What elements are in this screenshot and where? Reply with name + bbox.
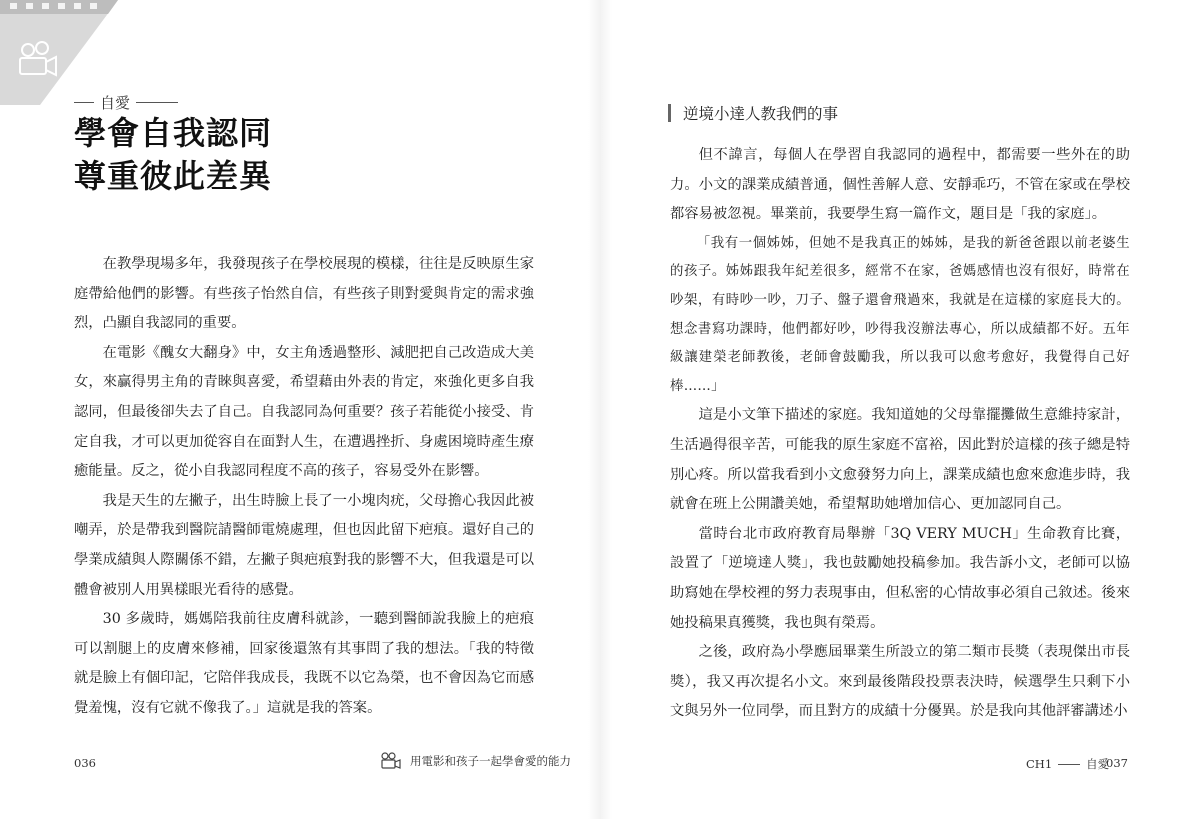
- paragraph: 在電影《醜女大翻身》中，女主角透過整形、減肥把自己改造成大美女，來贏得男主角的青睞與喜愛，希望藉由外表的肯定，來強化更多自我認同，但最後卻失去了自己。自我認同為何重要？孩子若能從小接受、肯定自我，才可以更加從容自在面對人生，在遭遇挫折、身處困境時產生療癒能量。反之，從小自我認同程度不高的孩子，容易受外在影響。: [74, 344, 534, 480]
- chapter-title-line-1: 學會自我認同: [74, 114, 273, 152]
- paragraph: 我是天生的左撇子，出生時臉上長了一小塊肉疣，父母擔心我因此被嘲弄，於是帶我到醫院請醫師電燒處理，但也因此留下疤痕。還好自己的學業成績與人際關係不錯，左撇子與疤痕對我的影響不大，但我還是可以體會被別人用異樣眼光看待的感覺。: [74, 492, 534, 598]
- film-strip-camera-icon: [0, 0, 130, 105]
- chapter-label: CH1: [1026, 757, 1053, 771]
- paragraph: 30 多歲時，媽媽陪我前往皮膚科就診，一聽到醫師說我臉上的疤痕可以割腿上的皮膚來修補，回家後還煞有其事問了我的想法。「我的特徵就是臉上有個印記，它陪伴我成長，我既不以它為榮，也不會因為它而感覺羞愧，沒有它就不像我了。」這就是我的答案。: [74, 611, 534, 716]
- page-number-left: 036: [74, 756, 96, 770]
- section-heading: [668, 102, 1138, 124]
- section-label-rule-right: [136, 102, 178, 103]
- right-body-text: [670, 141, 1130, 727]
- heading-bar: [668, 104, 671, 122]
- section-label: [74, 92, 274, 113]
- paragraph: 但不諱言，每個人在學習自我認同的過程中，都需要一些外在的助力。小文的課業成績普通，個性善解人意、安靜乖巧，不管在家或在學校都容易被忽視。畢業前，我要學生寫一篇作文，題目是「我的家庭」。: [670, 147, 1130, 223]
- section-label-rule-left: [74, 102, 94, 103]
- right-page: [600, 0, 1200, 819]
- paragraph: 當時台北市政府教育局舉辦「3Q VERY MUCH」生命教育比賽，設置了「逆境達人獎」，我也鼓勵她投稿參加。我告訴小文，老師可以協助寫她在學校裡的努力表現事由，但私密的心情故事必須自己敘述。後來她投稿果真獲獎，我也與有榮焉。: [670, 525, 1130, 631]
- paragraph: 在教學現場多年，我發現孩子在學校展現的模樣，往往是反映原生家庭帶給他們的影響。有些孩子怡然自信，有些孩子則對愛與肯定的需求強烈，凸顯自我認同的重要。: [74, 256, 534, 332]
- chapter-rule: [1058, 764, 1080, 765]
- movie-camera-icon: [380, 752, 402, 770]
- left-body-text: [74, 250, 534, 724]
- paragraph: 之後，政府為小學應屆畢業生所設立的第二類市長獎（表現傑出市長獎），我又再次提名小文。來到最後階段投票表決時，候選學生只剩下小文與另外一位同學，而且對方的成績十分優異。於是我向其他評審講述小: [670, 644, 1130, 720]
- chapter-title: [74, 112, 474, 198]
- page-number-right: 037: [1106, 756, 1128, 770]
- section-heading-text: 逆境小達人教我們的事: [683, 105, 839, 123]
- chapter-title-line-2: 尊重彼此差異: [74, 157, 273, 195]
- running-footer-chapter: [1026, 756, 1109, 772]
- student-essay-quote: 「我有一個姊姊，但她不是我真正的姊姊，是我的新爸爸跟以前老婆生的孩子。姊姊跟我年紀差很多，經常不在家，爸媽感情也沒有很好，時常在吵架，有時吵一吵，刀子、盤子還會飛過來，我就是在這樣的家庭長大的。想念書寫功課時，他們都好吵，吵得我沒辦法專心，所以成績都不好。五年級讓建榮老師教後，老師會鼓勵我，所以我可以愈考愈好，我覺得自己好棒……」: [670, 235, 1130, 394]
- chapter-name: 自愛: [1086, 757, 1110, 771]
- section-label-text: 自愛: [100, 94, 131, 112]
- paragraph: 這是小文筆下描述的家庭。我知道她的父母靠擺攤做生意維持家計，生活過得很辛苦，可能我的原生家庭不富裕，因此對於這樣的孩子總是特別心疼。所以當我看到小文愈發努力向上，課業成績也愈來愈進步時，我就會在班上公開讚美她，希望幫助她增加信心、更加認同自己。: [670, 407, 1130, 513]
- running-footer-book-title: [380, 752, 571, 770]
- book-title: 用電影和孩子一起學會愛的能力: [410, 754, 571, 768]
